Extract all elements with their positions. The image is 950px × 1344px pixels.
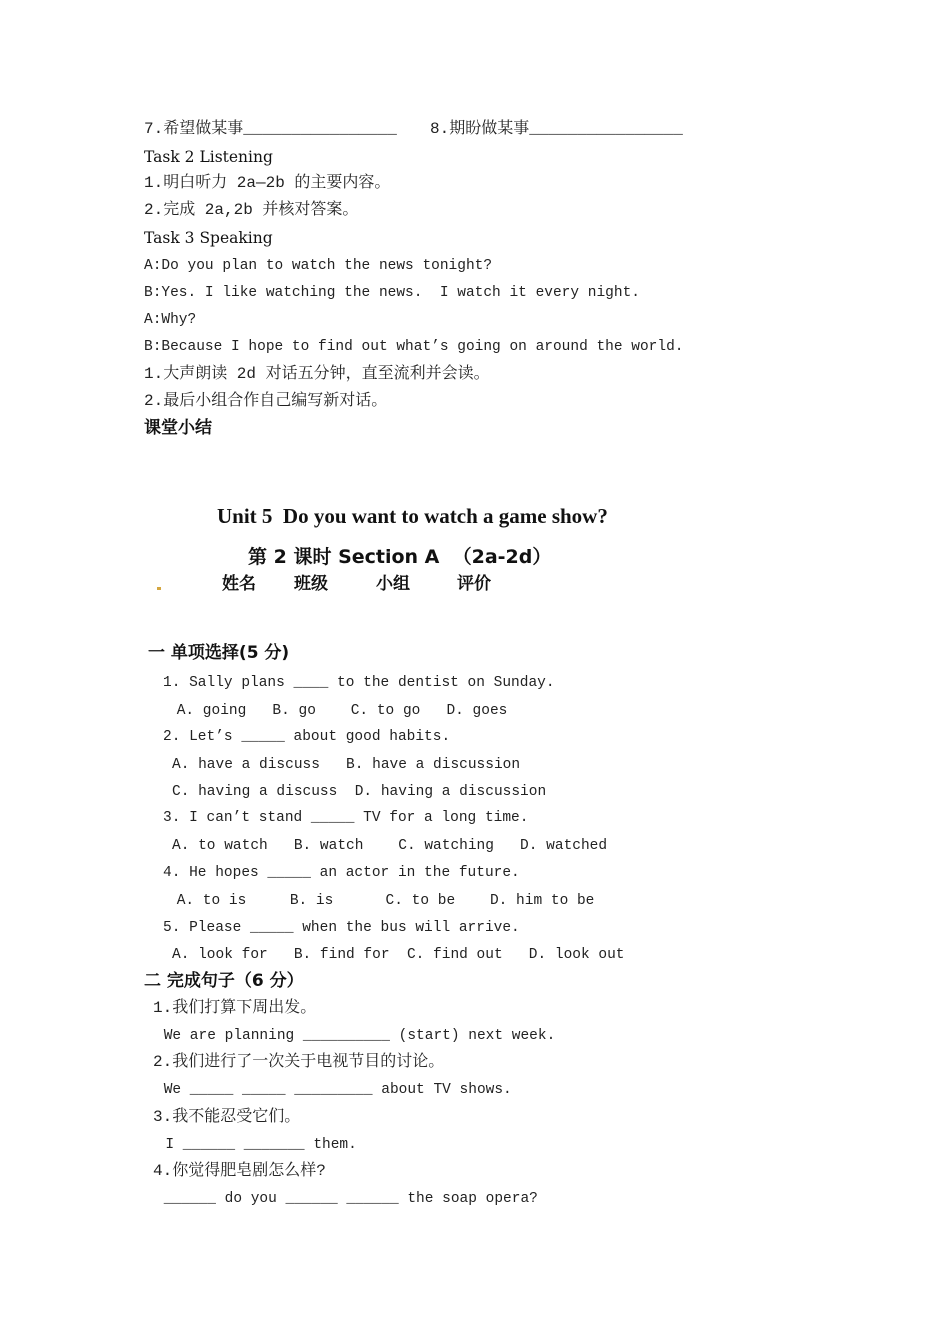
task2-heading: Task 2 Listening	[144, 148, 273, 166]
field-group: 小组	[376, 574, 410, 594]
question: 2. Let’s _____ about good habits.	[163, 729, 451, 745]
question: 3. I can’t stand _____ TV for a long time.	[163, 810, 529, 826]
field-evaluation: 评价	[457, 574, 491, 594]
options: A. going B. go C. to go D. goes	[168, 703, 508, 719]
sentence-blank: We are planning __________ (start) next week.	[155, 1028, 556, 1044]
options: A. look for B. find for C. find out D. look out	[172, 947, 625, 963]
task3-step-2: 2.最后小组合作自己编写新对话。	[144, 392, 388, 410]
item-7: 7.希望做某事________________	[144, 120, 397, 138]
task3-heading: Task 3 Speaking	[144, 229, 273, 247]
sentence-blank: ______ do you ______ ______ the soap opera?	[155, 1191, 538, 1207]
item-8: 8.期盼做某事________________	[430, 120, 683, 138]
options: A. to is B. is C. to be D. him to be	[168, 893, 595, 909]
summary-heading: 课堂小结	[144, 418, 212, 438]
options: C. having a discuss D. having a discussion	[172, 784, 547, 800]
options: A. have a discuss B. have a discussion	[172, 757, 521, 773]
field-class: 班级	[294, 574, 328, 594]
field-name: 姓名	[222, 574, 256, 594]
unit-title: Unit 5 Do you want to watch a game show?	[217, 504, 608, 528]
sentence-prompt: 4.你觉得肥皂剧怎么样?	[153, 1162, 326, 1180]
sentence-blank: We _____ _____ _________ about TV shows.	[155, 1082, 512, 1098]
dialog-line: B:Yes. I like watching the news. I watch it every night.	[144, 285, 640, 301]
question: 1. Sally plans ____ to the dentist on Sunday.	[163, 675, 555, 691]
sentence-prompt: 2.我们进行了一次关于电视节目的讨论。	[153, 1053, 445, 1071]
question: 5. Please _____ when the bus will arrive.	[163, 920, 520, 936]
dialog-line: A:Why?	[144, 312, 197, 328]
sentence-prompt: 1.我们打算下周出发。	[153, 999, 317, 1017]
task3-step-1: 1.大声朗读 2d 对话五分钟，直至流利并会读。	[144, 365, 490, 383]
task2-step-2: 2.完成 2a,2b 并核对答案。	[144, 201, 359, 219]
lesson-title: 第 2 课时 Section A （2a-2d）	[248, 546, 552, 568]
options: A. to watch B. watch C. watching D. watched	[172, 838, 608, 854]
sentence-blank: I ______ _______ them.	[148, 1137, 357, 1153]
task2-step-1: 1.明白听力 2a—2b 的主要内容。	[144, 174, 391, 192]
part1-heading: 一 单项选择(5 分)	[148, 643, 290, 663]
dialog-line: A:Do you plan to watch the news tonight?	[144, 258, 493, 274]
question: 4. He hopes _____ an actor in the future.	[163, 865, 520, 881]
decorative-dot	[157, 587, 161, 590]
part2-heading: 二 完成句子（6 分）	[144, 971, 304, 991]
dialog-line: B:Because I hope to find out what’s going on around the world.	[144, 339, 684, 355]
sentence-prompt: 3.我不能忍受它们。	[153, 1108, 301, 1126]
